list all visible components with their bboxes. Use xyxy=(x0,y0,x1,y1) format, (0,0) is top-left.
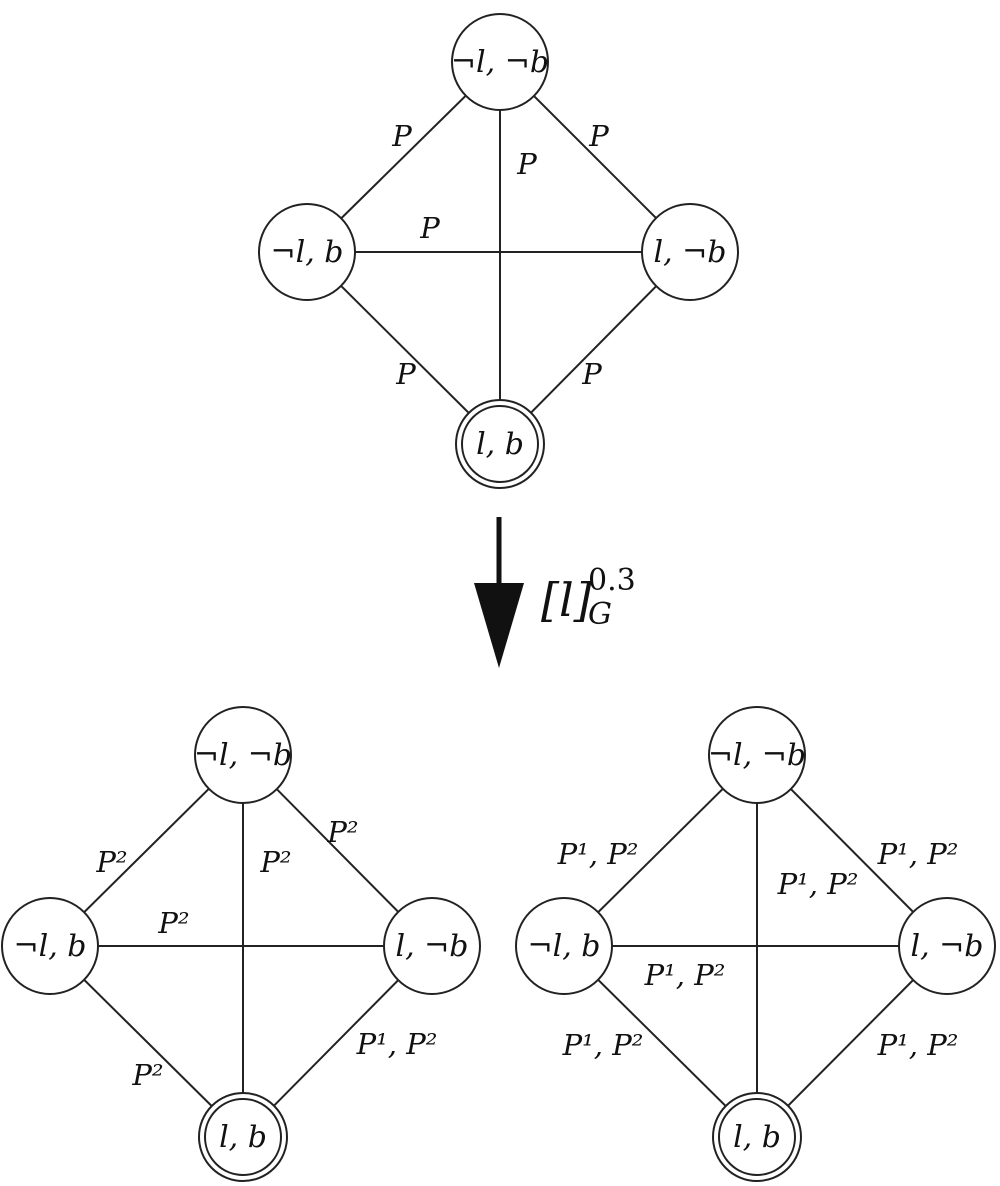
edge-label-nlb-lnb: P¹, P² xyxy=(644,958,726,992)
state-node-nlb xyxy=(516,898,612,994)
state-node-lnb xyxy=(899,898,995,994)
edge-label-nlnb-lb: P¹, P² xyxy=(777,867,859,901)
edge-label-nlb-lb: P¹, P² xyxy=(562,1028,644,1062)
state-node-nlnb xyxy=(194,707,292,803)
edge-label-nlb-lb: P xyxy=(396,357,416,391)
state-label: ¬l, b xyxy=(13,929,87,964)
edge-label-nlb-lnb: P² xyxy=(158,906,190,940)
edge-label-nlnb-nlb: P xyxy=(392,119,412,153)
edge-label-nlnb-lb: P² xyxy=(260,845,292,879)
transformation-arrow xyxy=(474,517,524,668)
state-label: ¬l, b xyxy=(270,235,344,270)
state-node-lb xyxy=(456,400,544,488)
state-label: l, ¬b xyxy=(653,235,727,270)
edge-label-nlb-lb: P² xyxy=(132,1058,164,1092)
transformation-superscript: 0.3 xyxy=(588,563,636,598)
transformation-label xyxy=(541,563,636,632)
graph-bottom-right xyxy=(516,707,995,1181)
graph-top xyxy=(259,14,738,488)
state-node-lb xyxy=(199,1093,287,1181)
state-node-nlb xyxy=(2,898,98,994)
edge-label-nlnb-nlb: P² xyxy=(96,845,128,879)
state-label: l, b xyxy=(219,1120,267,1155)
arrow-head xyxy=(474,583,524,668)
state-label: l, b xyxy=(733,1120,781,1155)
state-node-nlnb xyxy=(451,14,549,110)
state-label: l, b xyxy=(476,427,524,462)
edge-label-nlnb-lnb: P² xyxy=(327,815,359,849)
edge-label-nlnb-lb: P xyxy=(517,147,537,181)
transformation-subscript: G xyxy=(588,597,612,632)
state-label: l, ¬b xyxy=(395,929,469,964)
edge-label-nlb-lnb: P xyxy=(420,211,440,245)
state-node-lnb xyxy=(642,204,738,300)
state-label: ¬l, ¬b xyxy=(193,738,293,773)
edge-label-lnb-lb: P xyxy=(582,357,602,391)
edge-label-lnb-lb: P¹, P² xyxy=(356,1027,438,1061)
state-node-nlnb xyxy=(708,707,806,803)
edge-label-lnb-lb: P¹, P² xyxy=(877,1028,959,1062)
state-node-lnb xyxy=(384,898,480,994)
edge-label-nlnb-nlb: P¹, P² xyxy=(557,837,639,871)
state-label: ¬l, b xyxy=(527,929,601,964)
state-label: ¬l, ¬b xyxy=(450,45,550,80)
state-node-lb xyxy=(713,1093,801,1181)
edge-label-nlnb-lnb: P¹, P² xyxy=(877,837,959,871)
state-label: l, ¬b xyxy=(910,929,984,964)
graph-bottom-left xyxy=(2,707,480,1181)
state-node-nlb xyxy=(259,204,355,300)
edge-label-nlnb-lnb: P xyxy=(589,119,609,153)
transformation-base: [l] xyxy=(541,573,592,627)
state-label: ¬l, ¬b xyxy=(707,738,807,773)
